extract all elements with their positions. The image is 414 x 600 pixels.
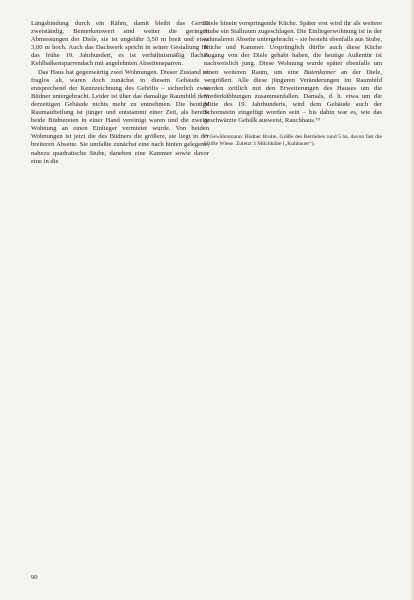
text-column-left xyxy=(31,20,209,166)
paragraph-text: an der Diele, vergrößert. Alle diese jüngeren Veränderungen im Raumbild werden zeitlich mit den Erweiterungen des Hauses um die Vorderkübbungen zusammenfallen. Damals, d. h. etwa um die Mitte des 19. Jahrhunderts, wird dem Gebäude auch der Schornstein eingefügt worden sein – bis dahin war es, wie das geschwärzte Gebälk ausweist, Rauchhaus.⁷⁹ xyxy=(204,68,383,125)
page-edge-shadow xyxy=(410,0,414,600)
page-number: 90 xyxy=(31,574,38,581)
footnote: ⁷⁹ Gewährsmann: Büdner Bruhn. Größe des Betriebes rund 5 ha, davon fast die Hälfte Wiese. Zuletzt 3 Milchkühe („Kuhbauer“). xyxy=(204,134,382,148)
text-column-right xyxy=(204,20,382,148)
emphasized-term: Butenkamer xyxy=(303,68,336,76)
paragraph-text: Diele hinein vorspringende Küche. Später erst wird ihr als weitere Stube ein Stallraum zugeschlagen. Die Einliegerwohnung ist in der schmaleren Abseite untergebracht – sie besteht ebenfalls aus Stube, Küche und Kammer. Ursprünglich dürfte auch diese Küche Zugang von der Diele gehabt haben, die heutige Außentür ist nachweislich jung. Diese Wohnung wurde später ebenfalls um einen weiteren Raum, um eine xyxy=(204,20,382,76)
paragraph: Längsbindung durch ein Rähm, damit bleibt das Gerüst zweiständig. Bemerkenswert sind weiter die geringen Abmessungen der Diele, sie ist ungefähr 3,50 m breit und etwa 3,00 m hoch. Auch das Dachwerk spricht in seiner Gestaltung für das frühe 19. Jahrhundert, es ist verhältnismäßig flaches Kehlbalkensparrendach mit angelehnten Abseitensparren. xyxy=(31,20,209,68)
paragraph: Das Haus hat gegenwärtig zwei Wohnungen. Dieser Zustand ist fraglos alt, waren doch zunächst in diesem Gebäude – entsprechend der Kennzeichnung des Gehöfts – sicherlich zwei Büdner untergebracht. Leider ist über das damalige Raumbild dem derzeitigen Gebäude nichts mehr zu entnehmen. Die heutige Raumaufteilung ist jünger und entstammt einer Zeit, als bereits beide Büdnereien in einer Hand vereinigt waren und die zweite Wohnung an einen Einlieger vermietet wurde. Von beiden Wohnungen ist jetzt die des Büdners die größere, sie liegt in der breiteren Abseite. Sie umfaßte zunächst eine nach hinten gelegene, nahezu quadratische Stube, daneben eine Kammer sowie davor eine in die xyxy=(31,68,209,165)
paragraph xyxy=(204,20,382,125)
